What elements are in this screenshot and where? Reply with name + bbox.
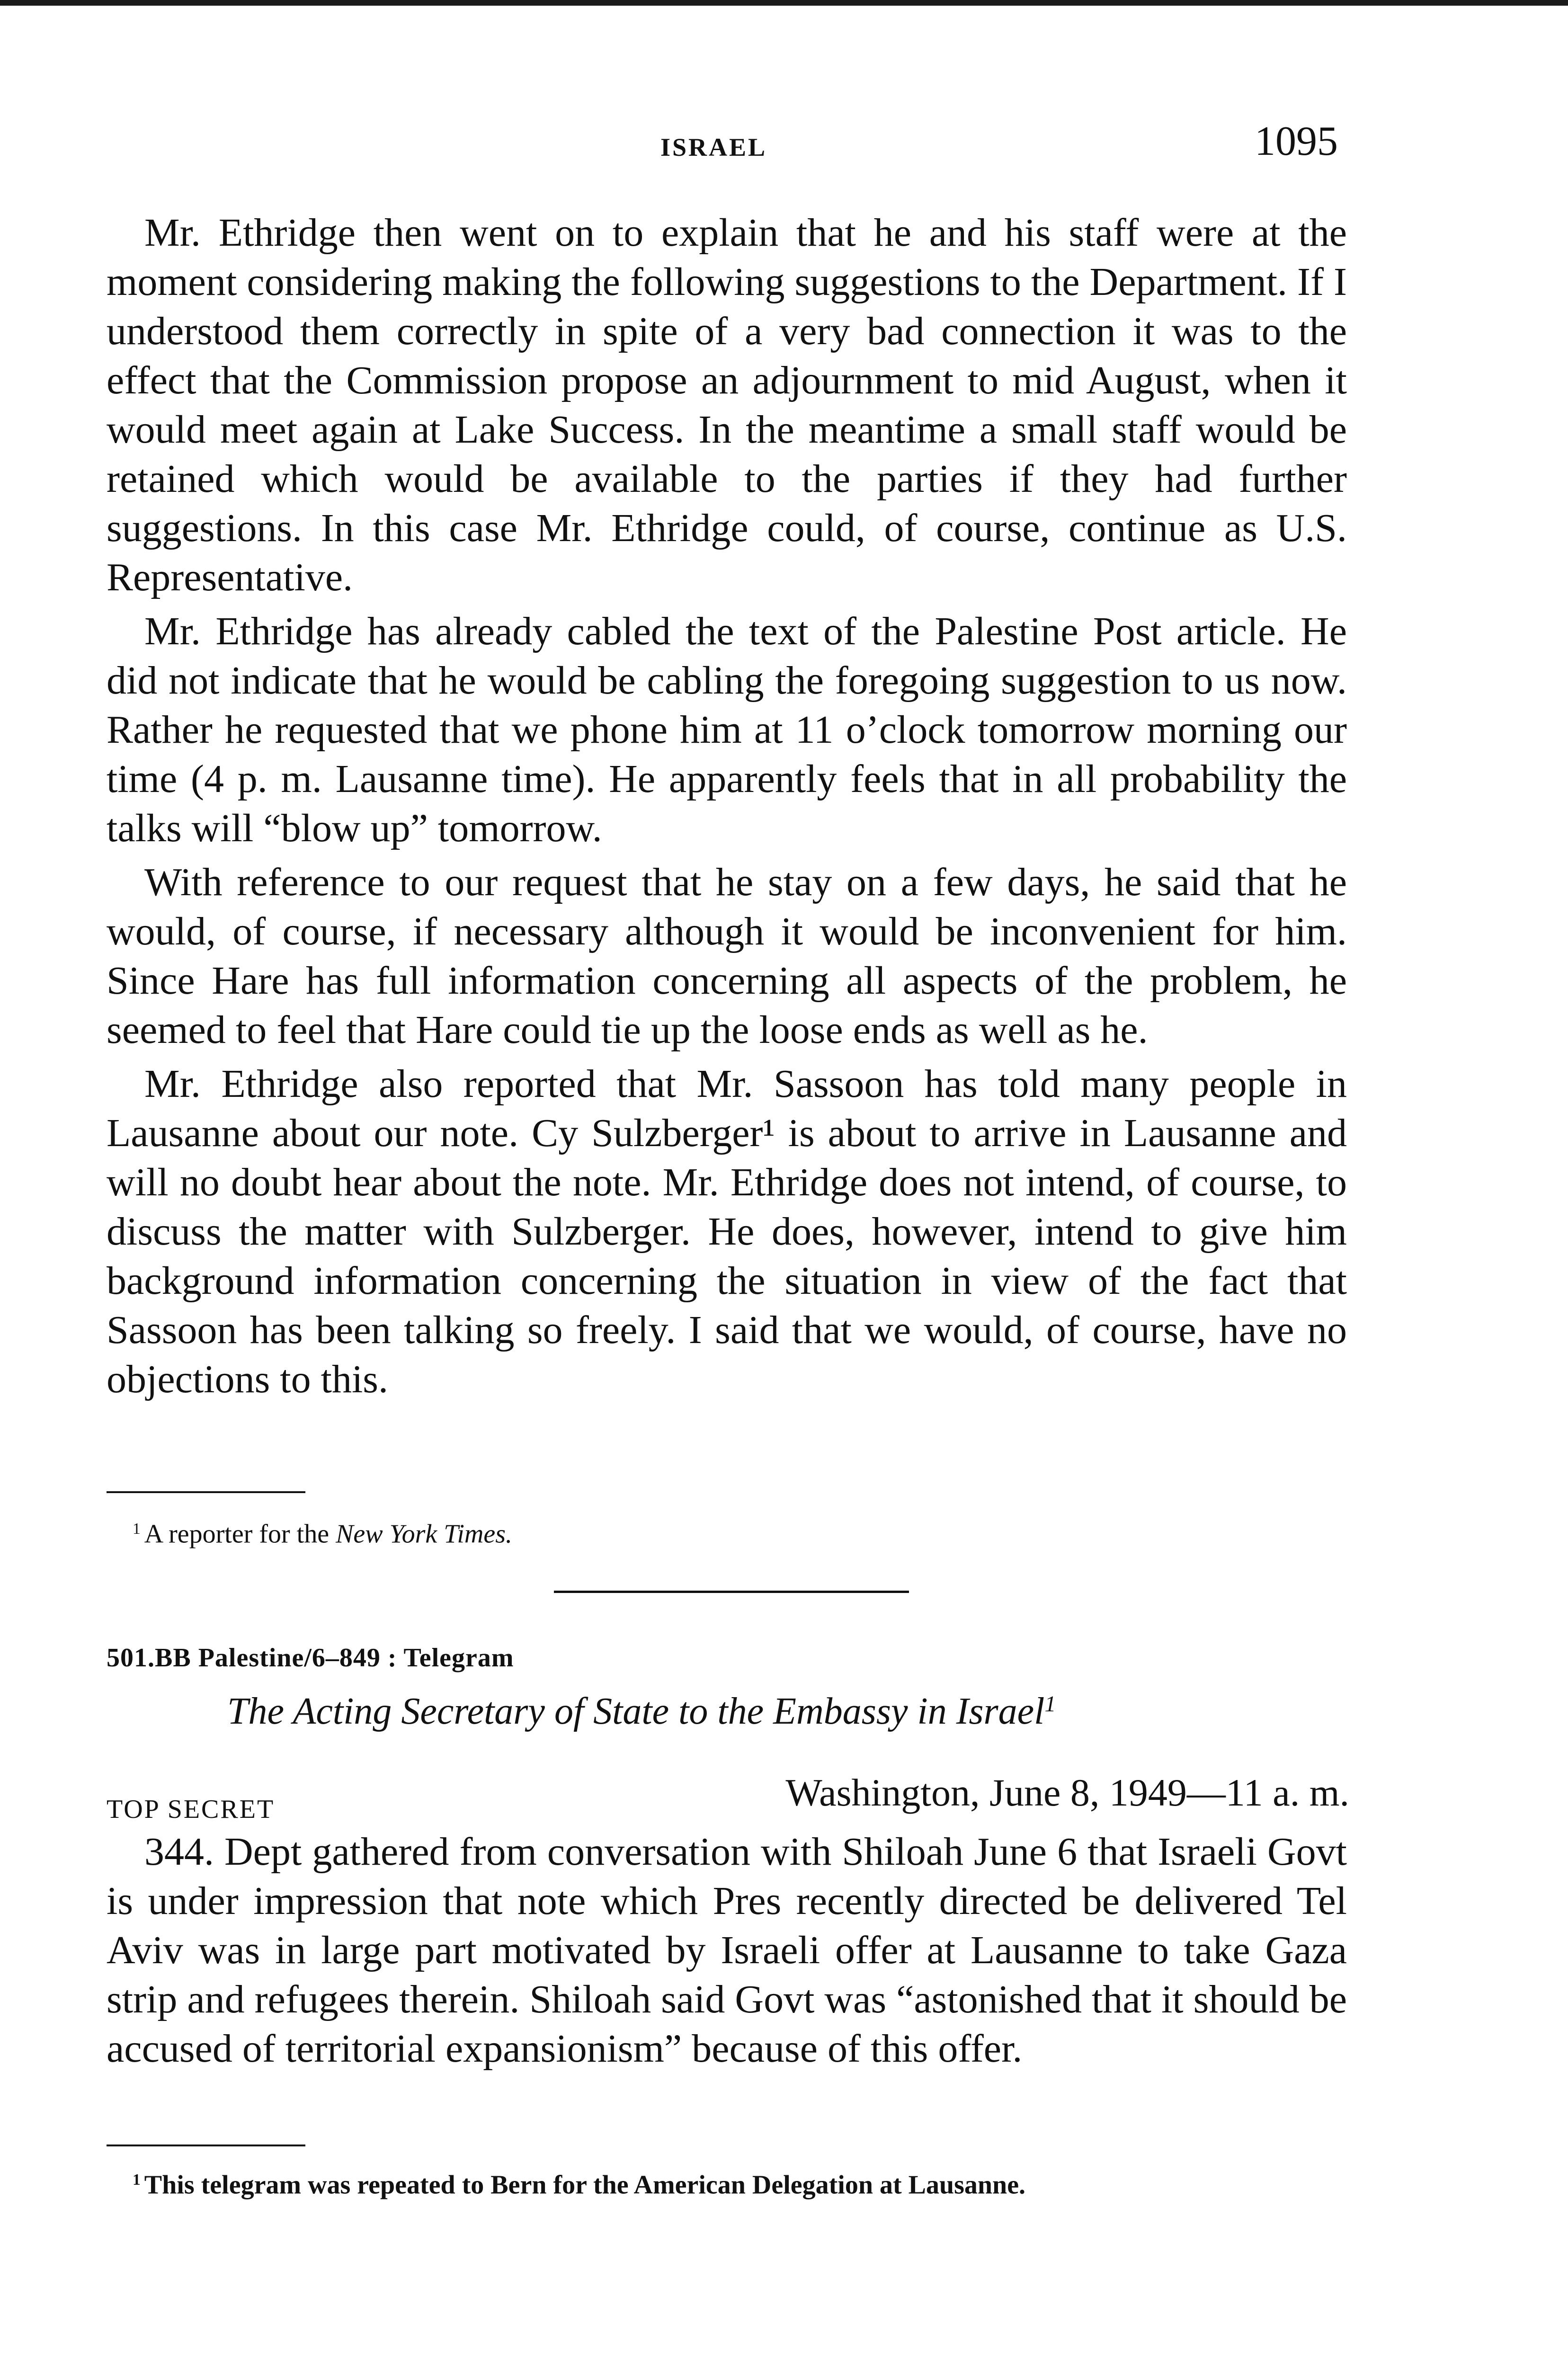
- footnote-italic: New York Times.: [336, 1519, 512, 1549]
- footnote-1: [133, 1513, 512, 1550]
- footnote-text: A reporter for the: [144, 1519, 330, 1549]
- footnote-2: [133, 2163, 1025, 2201]
- footnote-text: This telegram was repeated to Bern for the American Delegation at Lausanne.: [144, 2170, 1026, 2200]
- dateline: Washington, June 8, 1949—11 a. m.: [785, 1771, 1349, 1814]
- section-divider: [554, 1591, 909, 1593]
- top-border-rule: [0, 0, 1568, 6]
- section-1-body: [107, 208, 1347, 1409]
- paragraph: With reference to our request that he stay on a few days, he said that he would, of course, if necessary although it would be inconvenient for him. Since Hare has full information concerning all aspects of the problem, he seemed to feel that Hare could tie up the loose ends as well as he.: [107, 860, 1347, 1052]
- footnote-marker: 1: [133, 1520, 141, 1538]
- footnote-rule: [107, 1491, 305, 1493]
- paragraph: Mr. Ethridge then went on to explain that he and his staff were at the moment considering making the following suggestions to the Department. If I understood them correctly in spite of a very bad connection it was to the effect that the Commission propose an adjournment to mid August, when it would meet again at Lake Success. In the meantime a small staff would be retained which would be available to the parties if they had further suggestions. In this case Mr. Ethridge could, of course, continue as U.S. Representative.: [107, 211, 1347, 599]
- footnote-rule: [107, 2145, 305, 2146]
- document-title: [227, 1690, 1060, 1733]
- running-head: ISRAEL: [660, 133, 767, 161]
- page-number: 1095: [1255, 118, 1338, 164]
- file-reference: 501.BB Palestine/6–849 : Telegram: [107, 1643, 514, 1673]
- paragraph: Mr. Ethridge has already cabled the text of the Palestine Post article. He did not indicate that he would be cabling the foregoing suggestion to us now. Rather he requested that we phone him at 11 o’clock tomorrow morning our time (4 p. m. Lausanne time). He apparently feels that in all probability the talks will “blow up” tomorrow.: [107, 609, 1347, 850]
- document-title-text: The Acting Secretary of State to the Embassy in Israel: [227, 1691, 1045, 1732]
- paragraph: 344. Dept gathered from conversation with Shiloah June 6 that Israeli Govt is under impression that note which Pres recently directed be delivered Tel Aviv was in large part motivated by Israeli offer at Lausanne to take Gaza strip and refugees therein. Shiloah said Govt was “astonished that it should be accused of territorial expansionism” because of this offer.: [107, 1830, 1347, 2071]
- footnote-marker: 1: [133, 2171, 141, 2189]
- telegram-body: [107, 1827, 1347, 2078]
- title-footnote-marker: 1: [1044, 1691, 1056, 1717]
- paragraph: Mr. Ethridge also reported that Mr. Sassoon has told many people in Lausanne about our note. Cy Sulzberger¹ is about to arrive in Lausanne and will no doubt hear about the note. Mr. Ethridge does not intend, of course, to discuss the matter with Sulzberger. He does, however, intend to give him background information concerning the situation in view of the fact that Sassoon has been talking so freely. I said that we would, of course, have no objections to this.: [107, 1062, 1347, 1401]
- classification-label: TOP SECRET: [107, 1795, 275, 1824]
